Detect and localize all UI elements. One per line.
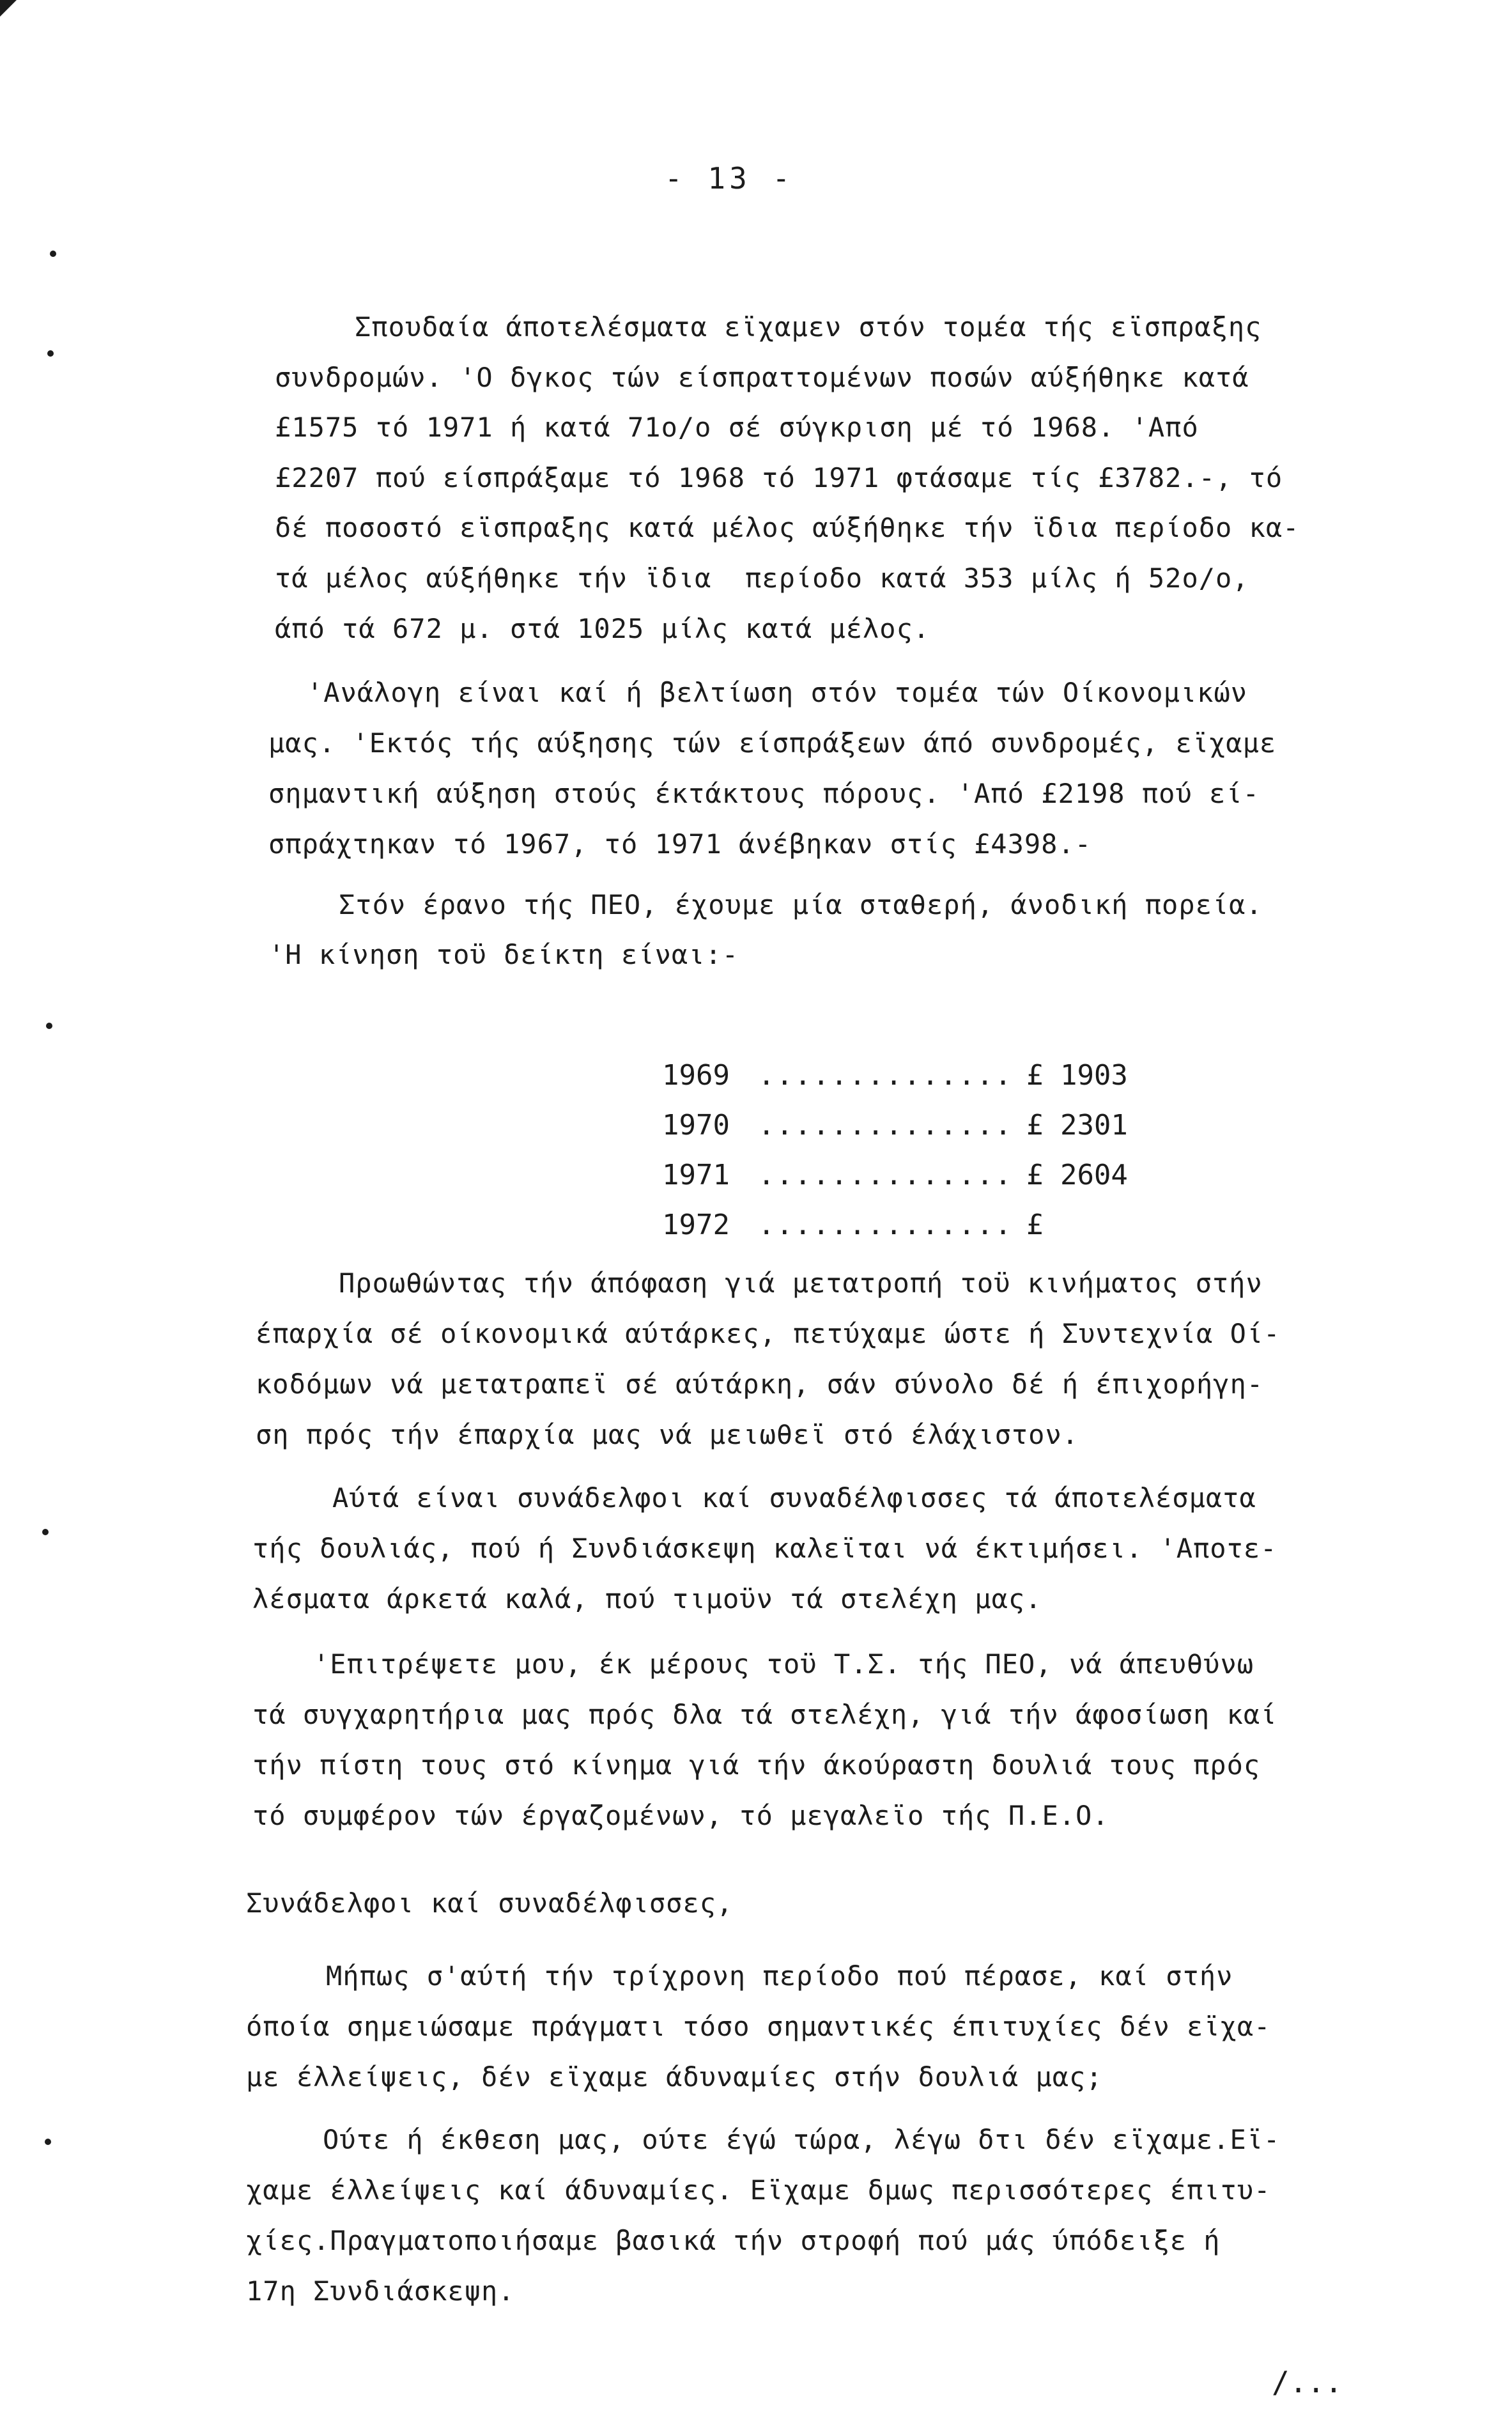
text-line: δέ ποσοστό εϊσπραξης κατά μέλος αύξήθηκε τήν ϊδια περίοδο κα- [275, 512, 1300, 543]
text-line: συνδρομών. 'Ο δγκος τών είσπραττομένων ποσών αύξήθηκε κατά [275, 362, 1249, 393]
text-line: 'Επιτρέψετε μου, έκ μέρους τοϋ Τ.Σ. τής ΠΕΟ, νά άπευθύνω [313, 1648, 1254, 1680]
text-line: τήν πίστη τους στό κίνημα γιά τήν άκούραστη δουλιά τους πρός [252, 1749, 1261, 1781]
index-dots: .............. [757, 1209, 1013, 1241]
text-line: λέσματα άρκετά καλά, πού τιμοϋν τά στελέχη μας. [252, 1583, 1042, 1615]
continuation-mark: /... [1272, 2365, 1343, 2399]
margin-dot [45, 2139, 51, 2145]
index-amount: £ [1026, 1209, 1044, 1241]
index-dots: .............. [757, 1059, 1013, 1092]
text-line: με έλλείψεις, δέν εϊχαμε άδυναμίες στήν δουλιά μας; [246, 2061, 1103, 2093]
index-dots: .............. [757, 1159, 1013, 1191]
text-line: ση πρός τήν έπαρχία μας νά μειωθεϊ στό έλάχιστον. [256, 1419, 1079, 1450]
text-line: 'Ανάλογη είναι καί ή βελτίωση στόν τομέα τών Οίκονομικών [307, 677, 1248, 708]
text-line: £1575 τό 1971 ή κατά 71ο/ο σέ σύγκριση μέ τό 1968. 'Από [275, 412, 1199, 443]
text-line: Ούτε ή έκθεση μας, ούτε έγώ τώρα, λέγω δτι δέν εϊχαμε.Εϊ- [323, 2124, 1281, 2155]
margin-dot [47, 350, 54, 357]
text-line: τά συγχαρητήρια μας πρός δλα τά στελέχη, γιά τήν άφοσίωση καί [252, 1699, 1277, 1730]
text-line: Στόν έρανο τής ΠΕΟ, έχουμε μία σταθερή, άνοδική πορεία. [339, 889, 1263, 920]
text-line: Μήπως σ'αύτή τήν τρίχρονη περίοδο πού πέρασε, καί στήν [326, 1960, 1233, 1992]
text-line: Αύτά είναι συνάδελφοι καί συναδέλφισσες τά άποτελέσματα [332, 1482, 1256, 1514]
text-line: 'Η κίνηση τοϋ δείκτη είναι:- [268, 939, 739, 970]
text-line: μας. 'Εκτός τής αύξησης τών είσπράξεων άπό συνδρομές, εϊχαμε [268, 727, 1277, 759]
text-line: χίες.Πραγματοποιήσαμε βασικά τήν στροφή πού μάς ύπόδειξε ή [246, 2225, 1221, 2256]
text-line: £2207 πού είσπράξαμε τό 1968 τό 1971 φτάσαμε τίς £3782.-, τό [275, 462, 1283, 493]
text-line: σπράχτηκαν τό 1967, τό 1971 άνέβηκαν στίς £4398.- [268, 828, 1092, 860]
index-year: 1970 [661, 1109, 730, 1142]
index-amount: £ 2604 [1026, 1159, 1128, 1191]
page-number: - 13 - [665, 161, 794, 196]
salutation: Συνάδελφοι καί συναδέλφισσες, [246, 1887, 734, 1919]
margin-dot [46, 1023, 52, 1029]
text-line: τό συμφέρον τών έργαζομένων, τό μεγαλεϊο τής Π.Ε.Ο. [252, 1800, 1109, 1831]
text-line: έπαρχία σέ οίκονομικά αύτάρκες, πετύχαμε ώστε ή Συντεχνία Οί- [256, 1318, 1281, 1349]
index-row [594, 1176, 1043, 1274]
margin-dot [42, 1529, 49, 1535]
text-line: τά μέλος αύξήθηκε τήν ϊδια περίοδο κατά 353 μίλς ή 52ο/ο, [275, 562, 1249, 594]
index-amount: £ 2301 [1026, 1109, 1128, 1142]
text-line: 17η Συνδιάσκεψη. [246, 2275, 515, 2307]
index-year: 1971 [661, 1159, 730, 1191]
index-year: 1969 [661, 1059, 730, 1092]
text-line: Σπουδαία άποτελέσματα εϊχαμεν στόν τομέα τής εϊσπραξης [355, 311, 1262, 343]
index-amount: £ 1903 [1026, 1059, 1128, 1092]
margin-dot [50, 251, 56, 257]
index-dots: .............. [757, 1109, 1013, 1142]
text-line: άπό τά 672 μ. στά 1025 μίλς κατά μέλος. [275, 613, 930, 644]
text-line: χαμε έλλείψεις καί άδυναμίες. Εϊχαμε δμως περισσότερες έπιτυ- [246, 2174, 1271, 2206]
text-line: Προωθώντας τήν άπόφαση γιά μετατροπή τοϋ κινήματος στήν [339, 1267, 1263, 1299]
corner-mark [0, 0, 17, 17]
index-year: 1972 [661, 1209, 730, 1241]
text-line: σημαντική αύξηση στούς έκτάκτους πόρους. 'Από £2198 πού εί- [268, 778, 1260, 809]
text-line: όποία σημειώσαμε πράγματι τόσο σημαντικές έπιτυχίες δέν εϊχα- [246, 2011, 1271, 2042]
text-line: κοδόμων νά μετατραπεϊ σέ αύτάρκη, σάν σύνολο δέ ή έπιχορήγη- [256, 1368, 1264, 1400]
text-line: τής δουλιάς, πού ή Συνδιάσκεψη καλεϊται νά έκτιμήσει. 'Αποτε- [252, 1533, 1277, 1564]
